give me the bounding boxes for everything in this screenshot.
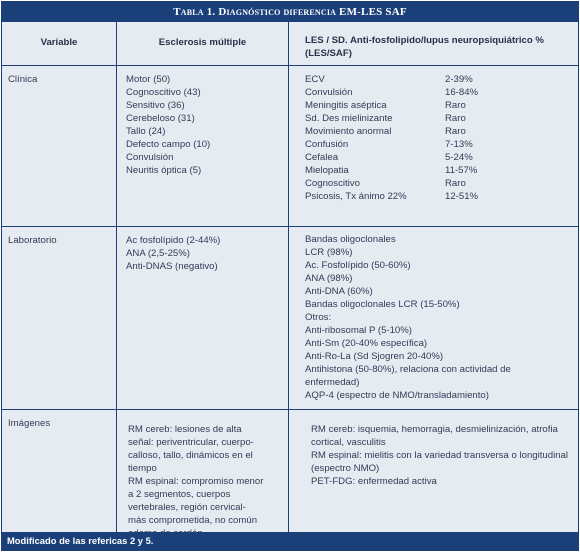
- list-item: [305, 86, 573, 99]
- list-item: [305, 138, 573, 151]
- list-item: Neuritis óptica (5): [126, 165, 202, 176]
- paragraph: PET-FDG: enfermedad activa: [311, 476, 437, 487]
- finding-value: Raro: [445, 178, 466, 189]
- list-item: Motor (50): [126, 74, 171, 85]
- paragraph: RM espinal: compromiso menor a 2 segmentos, cuerpos vertebrales, región cervical- más comprometida, no común: [128, 476, 264, 526]
- finding-value: 5-24%: [445, 152, 473, 163]
- list-item: [305, 190, 573, 203]
- list-item: Otros:: [305, 312, 332, 323]
- finding-value: Raro: [445, 113, 466, 124]
- finding-label: Movimiento anormal: [305, 126, 392, 137]
- laboratorio-em-cell: [117, 227, 289, 410]
- laboratorio-em-list: [122, 229, 283, 273]
- table-title: Tabla 1. Diagnóstico diferencia EM-LES SAF: [2, 2, 578, 22]
- paragraph: RM espinal: mielitis con la variedad transversa o longitudinal (espectro NMO): [311, 450, 569, 474]
- imagenes-em-cell: [117, 410, 289, 532]
- imagenes-les-cell: [289, 410, 578, 532]
- finding-value: 16-84%: [445, 87, 479, 98]
- finding-label: Cognoscitivo: [305, 178, 360, 189]
- list-item: Anti-ribosomal P (5-10%): [305, 325, 412, 336]
- list-item: Antihistona (50-80%), relaciona con actividad de enfermedad): [305, 364, 511, 388]
- finding-value: 7-13%: [445, 139, 473, 150]
- finding-value: 2-39%: [445, 74, 473, 85]
- list-item: Defecto campo (10): [126, 139, 211, 150]
- finding-label: Mielopatia: [305, 165, 349, 176]
- table-footnote: Modificado de las refericas 2 y 5.: [2, 532, 578, 550]
- clinica-les-list: [294, 68, 573, 203]
- paragraph: RM cereb: lesiones de alta señal: periventricular, cuerpo-calloso, tallo, dinámicos en el tiempo: [128, 424, 254, 474]
- header-em: Esclerosis múltiple: [117, 22, 289, 66]
- laboratorio-les-cell: [289, 227, 578, 410]
- finding-label: Sd. Des mielinizante: [305, 113, 393, 124]
- clinica-em-list: [122, 68, 283, 177]
- list-item: Anti-Ro-La (Sd Sjogren 20-40%): [305, 351, 444, 362]
- list-item: LCR (98%): [305, 247, 353, 258]
- list-item: Cognoscitivo (43): [126, 87, 201, 98]
- finding-label: Convulsión: [305, 87, 353, 98]
- table-grid: [2, 22, 578, 532]
- finding-value: Raro: [445, 126, 466, 137]
- list-item: Bandas oligoclonales LCR (15-50%): [305, 299, 460, 310]
- finding-label: Cefalea: [305, 152, 339, 163]
- list-item: Ac. Fosfolípido (50-60%): [305, 260, 411, 271]
- list-item: ANA (2,5-25%): [126, 248, 190, 259]
- list-item: Ac fosfolípido (2-44%): [126, 235, 221, 246]
- clinica-les-cell: [289, 66, 578, 227]
- finding-label: ECV: [305, 74, 325, 85]
- list-item: [305, 125, 573, 138]
- row-label-imagenes: Imágenes: [2, 410, 117, 532]
- list-item: Anti-DNAS (negativo): [126, 261, 218, 272]
- list-item: Bandas oligoclonales: [305, 234, 396, 245]
- imagenes-les-text: [294, 412, 579, 488]
- finding-label: Confusión: [305, 139, 349, 150]
- row-label-laboratorio: Laboratorio: [2, 227, 117, 410]
- row-label-clinica: Clínica: [2, 66, 117, 227]
- finding-value: 11-57%: [445, 165, 478, 176]
- list-item: Anti-DNA (60%): [305, 286, 373, 297]
- header-les: LES / SD. Anti-fosfolipido/lupus neuropsiquiátrico % (LES/SAF): [289, 22, 578, 66]
- list-item: [305, 177, 573, 190]
- header-variable: Variable: [2, 22, 117, 66]
- finding-value: 12-51%: [445, 191, 479, 202]
- laboratorio-les-list: [294, 229, 573, 402]
- list-item: [305, 112, 573, 125]
- list-item: Tallo (24): [126, 126, 166, 137]
- list-item: Cerebeloso (31): [126, 113, 195, 124]
- list-item: Anti-Sm (20-40% específica): [305, 338, 428, 349]
- imagenes-em-text: [122, 412, 272, 540]
- clinica-em-cell: [117, 66, 289, 227]
- finding-value: Raro: [445, 100, 466, 111]
- list-item: [305, 99, 573, 112]
- paragraph: RM cereb: isquemia, hemorragia, desmielinización, atrofia cortical, vasculitis: [311, 424, 558, 448]
- finding-label: Psicosis, Tx ánimo 22%: [305, 191, 407, 202]
- list-item: ANA (98%): [305, 273, 353, 284]
- list-item: [305, 164, 573, 177]
- list-item: [305, 73, 573, 86]
- list-item: [305, 151, 573, 164]
- list-item: AQP-4 (espectro de NMO/transladamiento): [305, 390, 489, 401]
- list-item: Sensitivo (36): [126, 100, 185, 111]
- list-item: Convulsión: [126, 152, 174, 163]
- finding-label: Meningitis aséptica: [305, 100, 387, 111]
- table: [1, 1, 579, 551]
